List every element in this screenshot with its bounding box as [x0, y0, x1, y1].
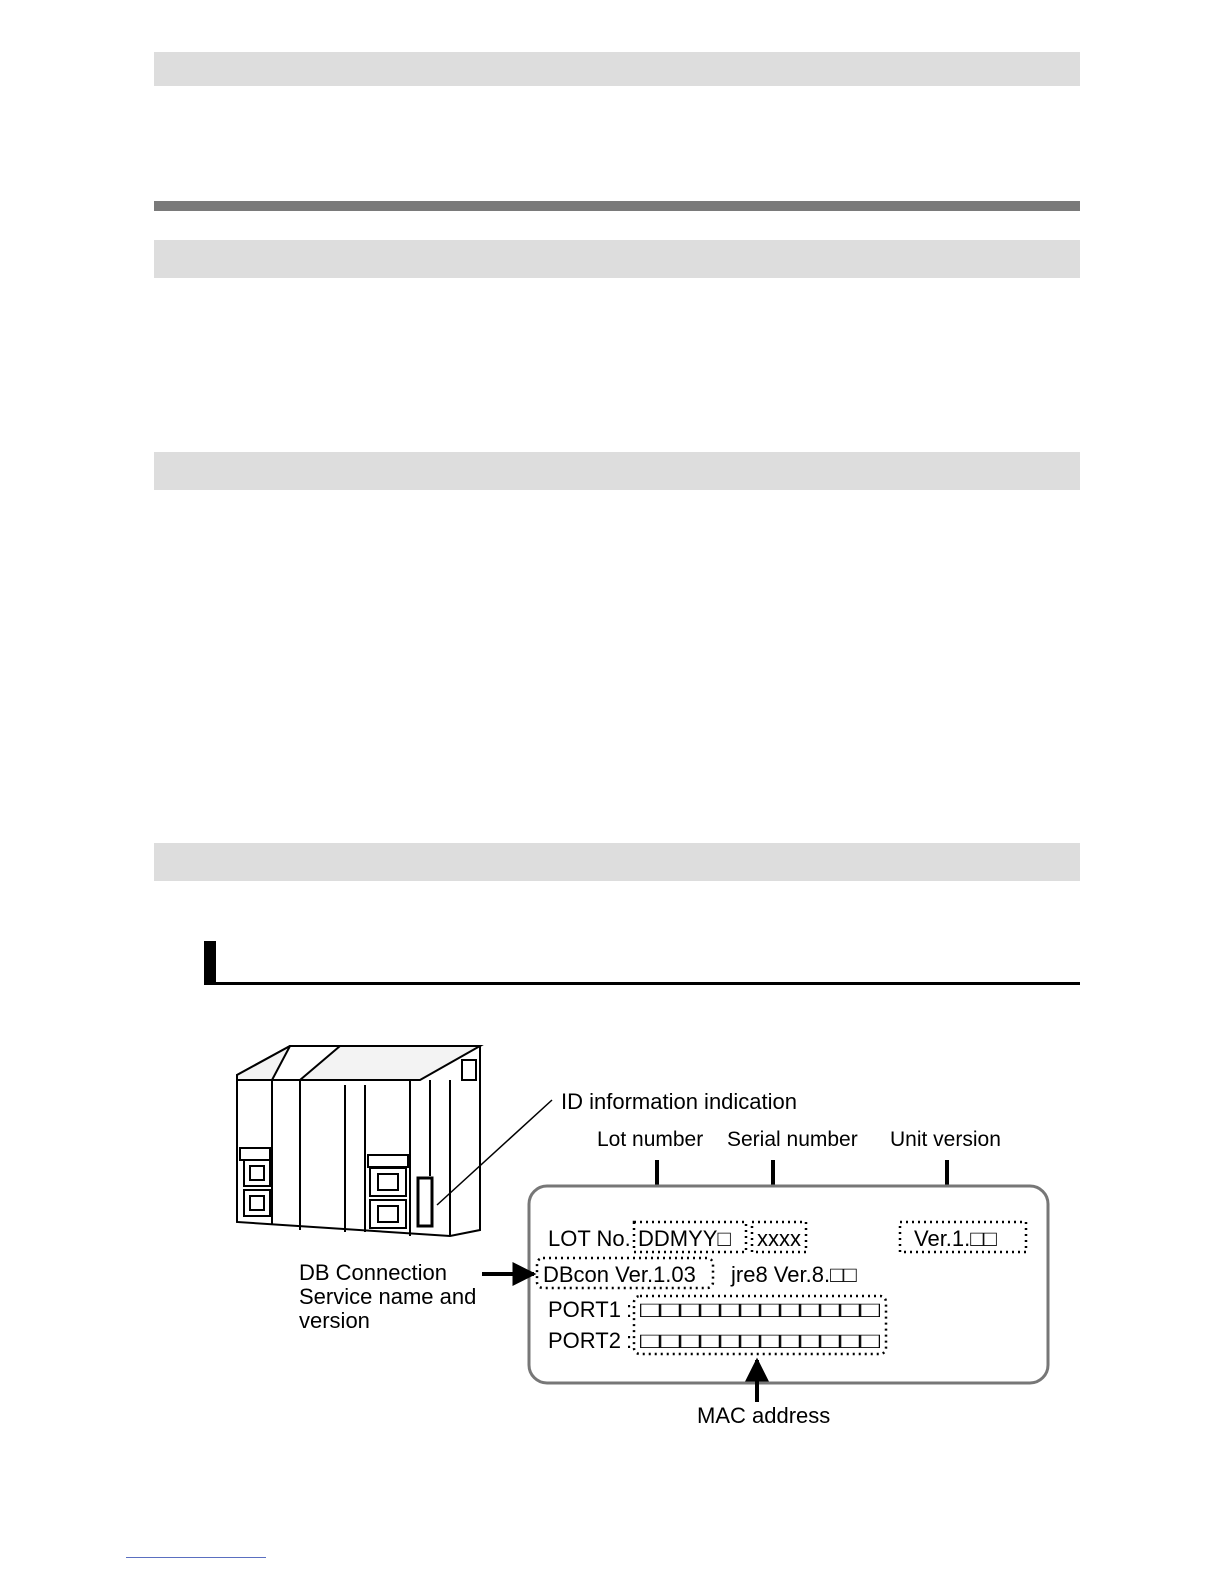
db-connection-label-3: version — [299, 1308, 370, 1333]
unit-version-label: Unit version — [890, 1128, 1001, 1151]
id-info-label: ID information indication — [561, 1089, 798, 1114]
plate-port1-label: PORT1 — [548, 1297, 621, 1322]
lot-number-label: Lot number — [597, 1128, 704, 1151]
serial-number-label: Serial number — [727, 1128, 858, 1151]
mac-address-label: MAC address — [697, 1403, 831, 1428]
plate-lot-value: DDMYY□ — [638, 1226, 731, 1251]
plate-port2-label: PORT2 — [548, 1328, 621, 1353]
plate-lot-prefix: LOT No. — [548, 1226, 631, 1251]
plate-port2-value: □□□□□□□□□□□□ — [640, 1328, 880, 1353]
plate-serial-value: xxxx — [757, 1226, 801, 1251]
plate-port2-colon: : — [626, 1328, 633, 1353]
device-illustration — [237, 1046, 480, 1236]
plate-port1-colon: : — [626, 1297, 633, 1322]
plate-unit-version: Ver.1.□□ — [914, 1226, 997, 1251]
db-connection-label-2: Service name and — [299, 1284, 477, 1309]
plate-db-service: DBcon Ver.1.03 — [543, 1262, 696, 1287]
plate-port1-value: □□□□□□□□□□□□ — [640, 1297, 880, 1322]
plate-jre-version: jre8 Ver.8.□□ — [731, 1262, 857, 1287]
db-connection-label-1: DB Connection — [299, 1260, 447, 1285]
footer-link-underline — [126, 1557, 266, 1558]
